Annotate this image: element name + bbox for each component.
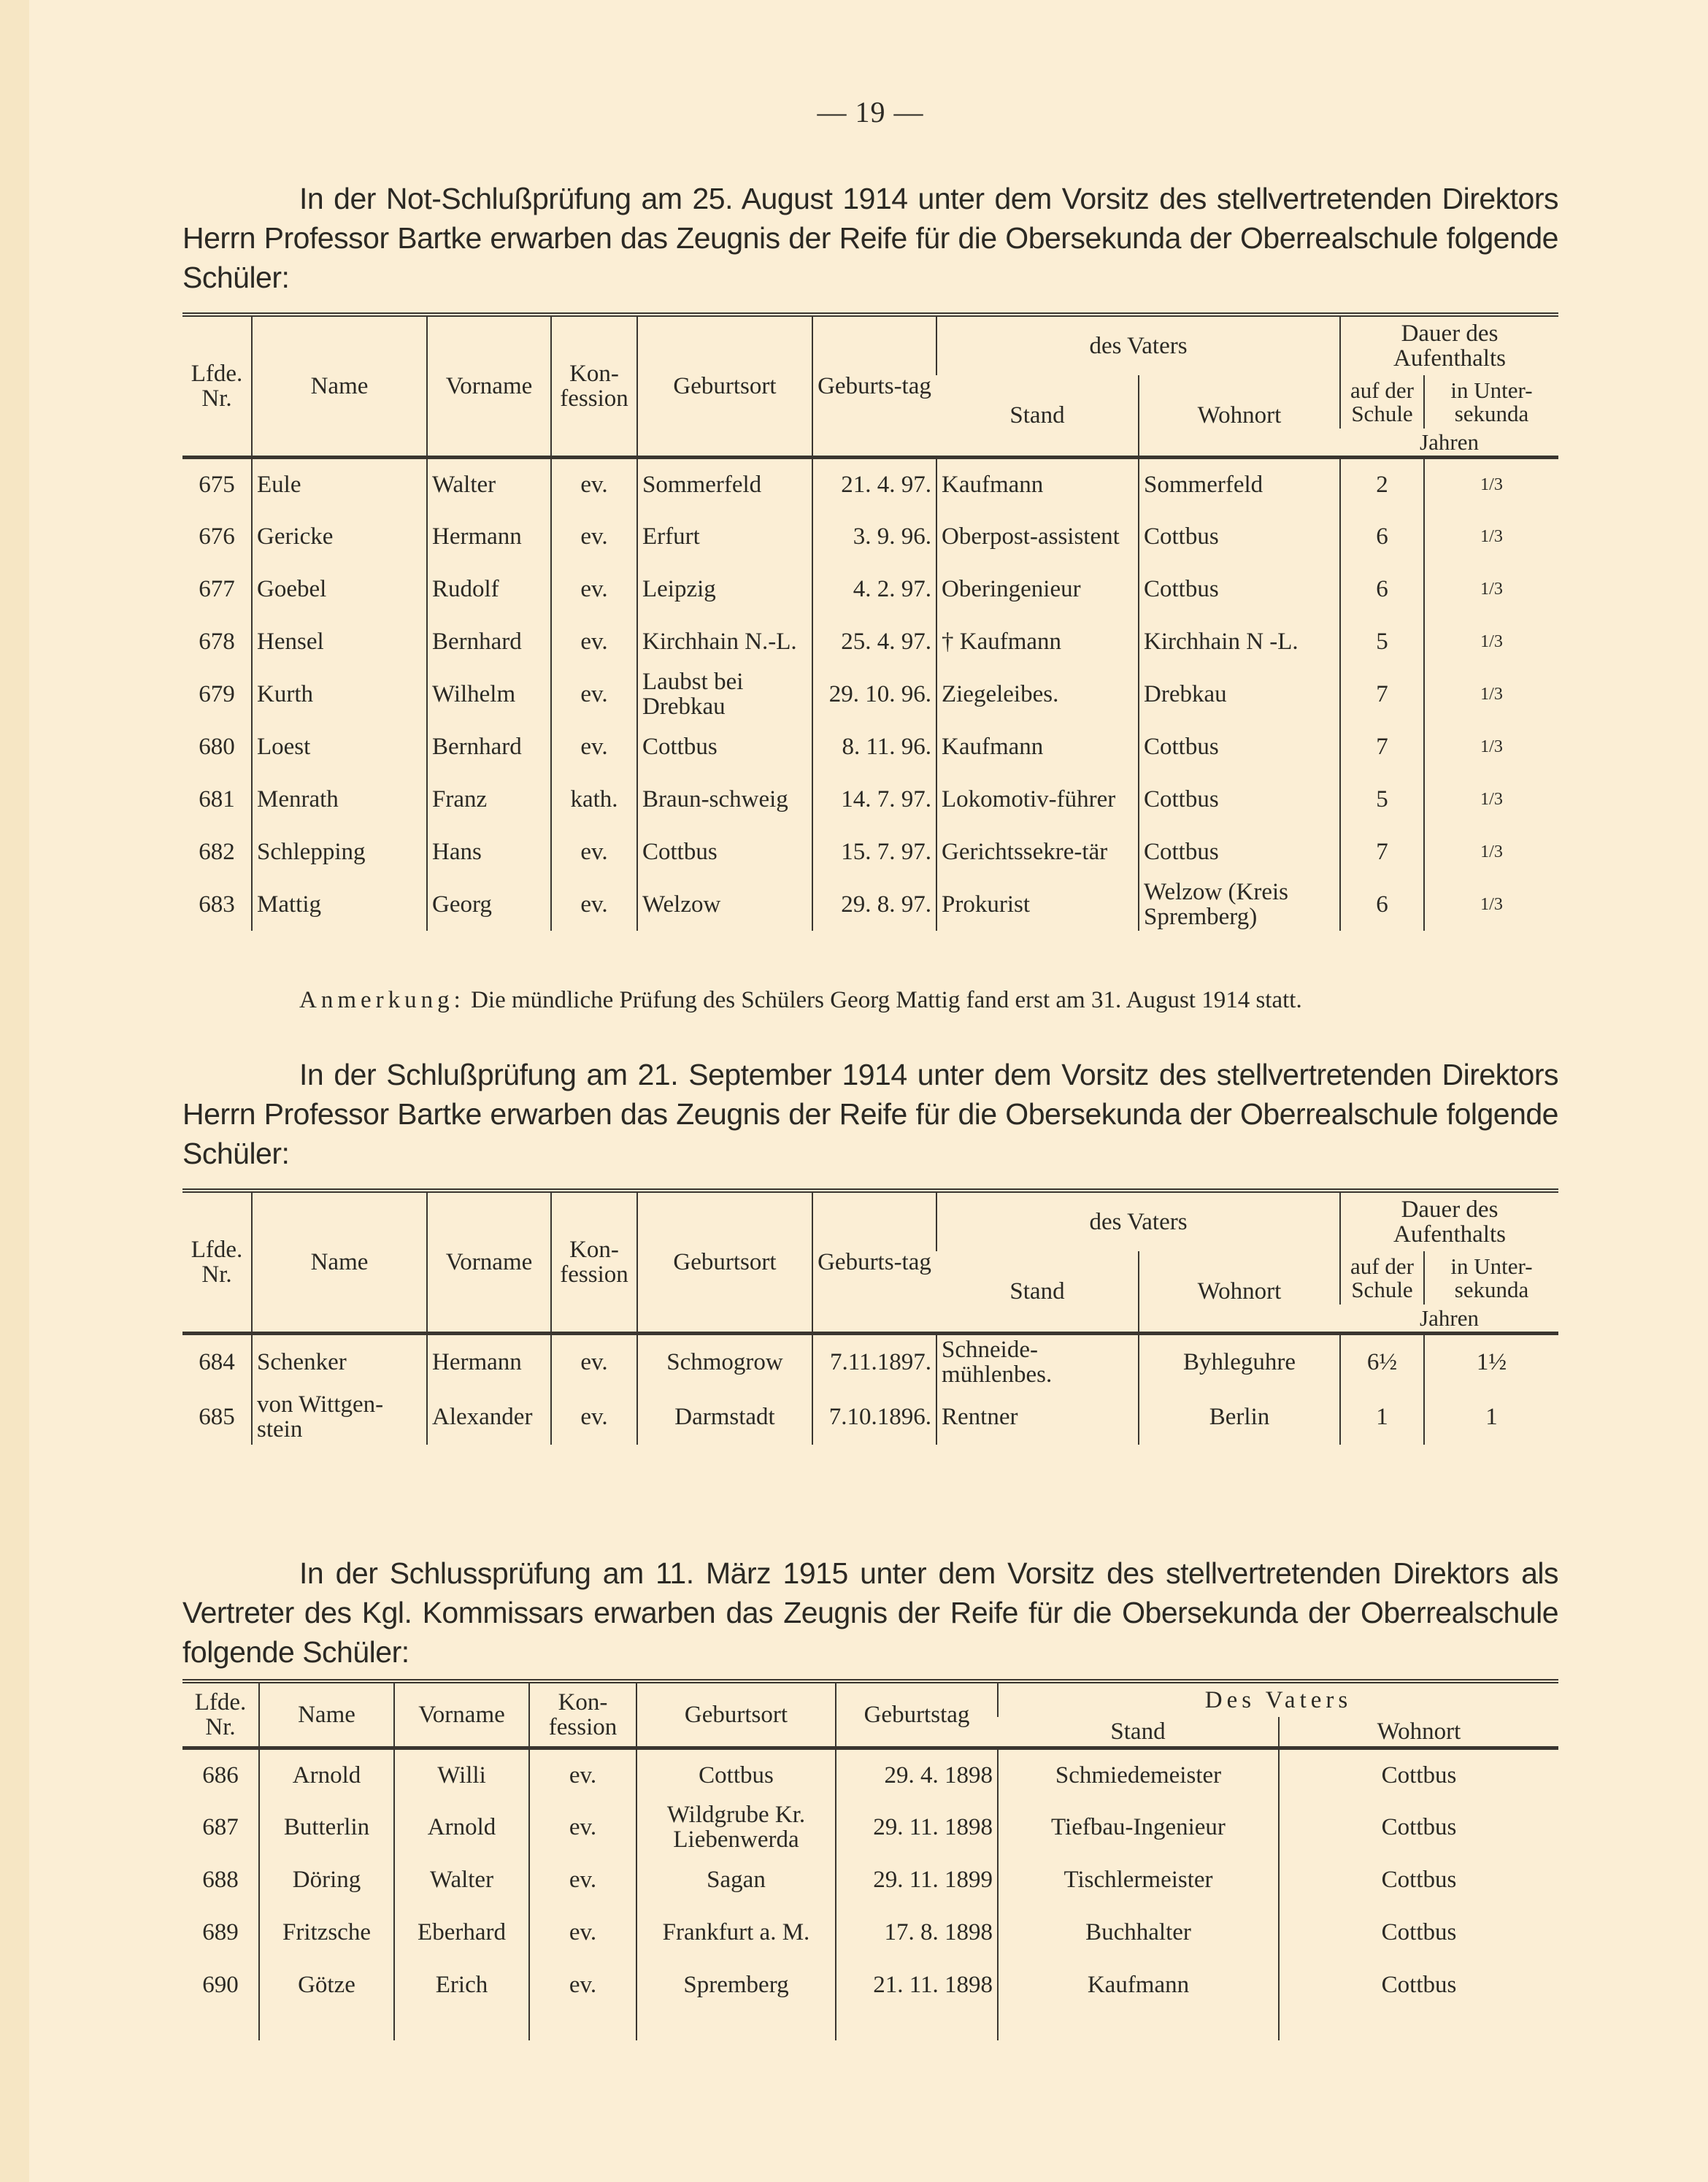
cell-geburtsort: Welzow — [637, 878, 812, 931]
cell-stand: † Kaufmann — [936, 615, 1139, 668]
note-text: Die mündliche Prüfung des Schülers Georg Mattig fand erst am 31. August 1914 statt. — [471, 987, 1302, 1013]
cell-stand: Buchhalter — [998, 1906, 1279, 1959]
cell-wohnort: Cottbus — [1139, 510, 1340, 563]
col-konfession: Kon-fession — [551, 1191, 637, 1334]
col-wohnort: Wohnort — [1139, 1251, 1340, 1334]
cell-schule: 6 — [1340, 563, 1424, 615]
table-row — [182, 1853, 1558, 1906]
cell-nr: 687 — [202, 1813, 239, 1840]
cell-nr: 686 — [202, 1762, 239, 1789]
col-geburtsort: Geburtsort — [637, 1191, 812, 1334]
col-geburtsort: Geburtsort — [637, 315, 812, 458]
cell-name: Eule — [252, 458, 427, 510]
section1-table — [182, 312, 1558, 931]
cell-vorname: Franz — [427, 773, 551, 826]
cell-konfession: ev. — [551, 721, 637, 773]
col-name: Name — [252, 1191, 427, 1334]
cell-schule: 2 — [1340, 458, 1424, 510]
cell-name: Menrath — [252, 773, 427, 826]
cell-stand: Ziegeleibes. — [936, 668, 1139, 721]
cell-vorname: Hermann — [427, 1334, 551, 1389]
cell-geburtstag: 15. 7. 97. — [812, 826, 936, 878]
cell-name: Götze — [259, 1959, 394, 2011]
cell-wohnort: Drebkau — [1139, 668, 1340, 721]
cell-konfession: ev. — [551, 1334, 637, 1389]
cell-vorname: Bernhard — [427, 721, 551, 773]
col-konfession: Kon-fession — [551, 315, 637, 458]
cell-konfession: ev. — [551, 563, 637, 615]
cell-geburtstag: 3. 9. 96. — [812, 510, 936, 563]
table-row — [182, 668, 1558, 721]
cell-geburtstag: 7.10.1896. — [812, 1389, 936, 1445]
cell-geburtsort: Cottbus — [637, 721, 812, 773]
cell-nr: 688 — [202, 1866, 239, 1893]
cell-geburtstag: 21. 4. 97. — [812, 458, 936, 510]
cell-konfession: ev. — [529, 1801, 636, 1853]
cell-konfession: ev. — [551, 510, 637, 563]
cell-nr: 675 — [199, 471, 235, 498]
col-vorname: Vorname — [427, 315, 551, 458]
cell-name: Hensel — [252, 615, 427, 668]
cell-geburtstag: 29. 11. 1898 — [836, 1801, 998, 1853]
cell-geburtstag: 29. 10. 96. — [812, 668, 936, 721]
cell-geburtstag: 25. 4. 97. — [812, 615, 936, 668]
cell-geburtsort: Kirchhain N.-L. — [637, 615, 812, 668]
cell-schule: 1 — [1340, 1389, 1424, 1445]
col-geburtsort: Geburtsort — [636, 1681, 836, 1748]
cell-geburtstag: 21. 11. 1898 — [836, 1959, 998, 2011]
cell-name: Mattig — [252, 878, 427, 931]
col-geburtstag: Geburts-tag — [812, 1191, 936, 1334]
cell-stand: Gerichtssekre-tär — [936, 826, 1139, 878]
cell-untersekunda: 1/3 — [1424, 510, 1558, 563]
cell-vorname: Hermann — [427, 510, 551, 563]
cell-name: Arnold — [259, 1748, 394, 1801]
table-row — [182, 1389, 1558, 1445]
cell-konfession: ev. — [551, 668, 637, 721]
col-konfession: Kon-fession — [529, 1681, 636, 1748]
section1-intro-text: In der Not-Schlußprüfung am 25. August 1914 unter dem Vorsitz des stellvertretenden Direktors Herrn Professor Bartke erwarben das Zeugnis der Reife für die Obersekunda der Oberrealschule folgende Schüler: — [182, 182, 1558, 294]
cell-nr: 690 — [202, 1971, 239, 1998]
table-row — [182, 773, 1558, 826]
table-row — [182, 1959, 1558, 2011]
col-jahren: Jahren — [1340, 429, 1558, 457]
cell-konfession: ev. — [551, 615, 637, 668]
cell-vorname: Eberhard — [394, 1906, 529, 1959]
section3-intro — [182, 1553, 1558, 1672]
table-row — [182, 721, 1558, 773]
table-row — [182, 563, 1558, 615]
cell-konfession: ev. — [551, 826, 637, 878]
table-row-spacer — [182, 2011, 1558, 2040]
col-untersekunda: in Unter-sekunda — [1424, 1251, 1558, 1305]
col-untersekunda: in Unter-sekunda — [1424, 375, 1558, 429]
cell-nr: 683 — [199, 891, 235, 918]
table-row — [182, 458, 1558, 510]
cell-vorname: Walter — [394, 1853, 529, 1906]
cell-konfession: ev. — [529, 1748, 636, 1801]
cell-untersekunda: 1/3 — [1424, 458, 1558, 510]
cell-geburtsort: Cottbus — [636, 1748, 836, 1801]
cell-nr: 677 — [199, 575, 235, 602]
cell-wohnort: Byhleguhre — [1139, 1334, 1340, 1389]
cell-schule: 7 — [1340, 826, 1424, 878]
cell-nr: 678 — [199, 628, 235, 655]
col-name: Name — [259, 1681, 394, 1748]
cell-geburtstag: 14. 7. 97. — [812, 773, 936, 826]
cell-konfession: ev. — [529, 1906, 636, 1959]
col-group-vater: des Vaters — [936, 1191, 1340, 1251]
cell-name: Schenker — [252, 1334, 427, 1389]
cell-stand: Tischlermeister — [998, 1853, 1279, 1906]
col-stand: Stand — [936, 1251, 1139, 1334]
section3-intro-text: In der Schlussprüfung am 11. März 1915 unter dem Vorsitz des stellvertretenden Direktors als Vertreter des Kgl. Kommissars erwarben das Zeugnis der Reife für die Obersekunda der Oberrealschule folgende Schüler: — [182, 1556, 1558, 1669]
cell-nr: 685 — [199, 1403, 235, 1430]
cell-geburtsort: Laubst bei Drebkau — [637, 668, 812, 721]
table-row — [182, 1748, 1558, 1801]
cell-schule: 7 — [1340, 721, 1424, 773]
col-stand: Stand — [936, 375, 1139, 458]
cell-wohnort: Cottbus — [1139, 773, 1340, 826]
col-geburtstag: Geburts-tag — [812, 315, 936, 458]
cell-vorname: Arnold — [394, 1801, 529, 1853]
section2-intro-text: In der Schlußprüfung am 21. September 1914 unter dem Vorsitz des stellvertretenden Direktors Herrn Professor Bartke erwarben das Zeugnis der Reife für die Obersekunda der Oberrealschule folgende Schüler: — [182, 1058, 1558, 1170]
cell-geburtstag: 4. 2. 97. — [812, 563, 936, 615]
table-row — [182, 510, 1558, 563]
cell-untersekunda: 1/3 — [1424, 826, 1558, 878]
cell-schule: 5 — [1340, 773, 1424, 826]
cell-stand: Schmiedemeister — [998, 1748, 1279, 1801]
cell-stand: Kaufmann — [998, 1959, 1279, 2011]
cell-geburtstag: 29. 4. 1898 — [836, 1748, 998, 1801]
table-row — [182, 615, 1558, 668]
table-row — [182, 1801, 1558, 1853]
cell-wohnort: Cottbus — [1139, 721, 1340, 773]
cell-wohnort: Cottbus — [1279, 1853, 1558, 1906]
col-group-vater: des Vaters — [936, 315, 1340, 375]
cell-wohnort: Sommerfeld — [1139, 458, 1340, 510]
section2-intro — [182, 1055, 1558, 1173]
col-nr: Lfde. Nr. — [182, 1191, 252, 1334]
cell-geburtsort: Braun-schweig — [637, 773, 812, 826]
cell-geburtstag: 8. 11. 96. — [812, 721, 936, 773]
col-stand: Stand — [998, 1717, 1279, 1748]
cell-name: Gericke — [252, 510, 427, 563]
note-label: Anmerkung: — [299, 987, 465, 1013]
cell-konfession: ev. — [529, 1959, 636, 2011]
cell-untersekunda: 1/3 — [1424, 668, 1558, 721]
cell-stand: Schneide-mühlenbes. — [936, 1334, 1139, 1389]
cell-schule: 5 — [1340, 615, 1424, 668]
cell-wohnort: Welzow (Kreis Spremberg) — [1139, 878, 1340, 931]
col-nr: Lfde. Nr. — [182, 1681, 259, 1748]
section1-intro — [182, 179, 1558, 297]
cell-konfession: ev. — [551, 1389, 637, 1445]
cell-untersekunda: 1/3 — [1424, 773, 1558, 826]
cell-konfession: ev. — [551, 878, 637, 931]
col-wohnort: Wohnort — [1139, 375, 1340, 458]
cell-schule: 7 — [1340, 668, 1424, 721]
col-name: Name — [252, 315, 427, 458]
section1-note — [299, 987, 1302, 1014]
cell-schule: 6 — [1340, 878, 1424, 931]
cell-geburtsort: Erfurt — [637, 510, 812, 563]
cell-nr: 681 — [199, 785, 235, 813]
cell-name: Butterlin — [259, 1801, 394, 1853]
cell-stand: Prokurist — [936, 878, 1139, 931]
cell-schule: 6½ — [1340, 1334, 1424, 1389]
cell-untersekunda: 1/3 — [1424, 563, 1558, 615]
cell-wohnort: Cottbus — [1279, 1959, 1558, 2011]
cell-vorname: Rudolf — [427, 563, 551, 615]
col-schule: auf der Schule — [1340, 1251, 1424, 1305]
cell-name: Schlepping — [252, 826, 427, 878]
table-row — [182, 826, 1558, 878]
cell-nr: 682 — [199, 838, 235, 865]
cell-geburtsort: Cottbus — [637, 826, 812, 878]
cell-geburtsort: Spremberg — [636, 1959, 836, 2011]
cell-geburtsort: Sagan — [636, 1853, 836, 1906]
col-group-dauer: Dauer des Aufenthalts — [1340, 315, 1558, 375]
cell-vorname: Alexander — [427, 1389, 551, 1445]
cell-stand: Kaufmann — [936, 721, 1139, 773]
page-number: — 19 — — [817, 96, 924, 128]
cell-geburtsort: Sommerfeld — [637, 458, 812, 510]
cell-geburtstag: 29. 8. 97. — [812, 878, 936, 931]
cell-vorname: Willi — [394, 1748, 529, 1801]
section2-table — [182, 1188, 1558, 1445]
cell-nr: 689 — [202, 1918, 239, 1945]
cell-konfession: kath. — [551, 773, 637, 826]
cell-geburtsort: Leipzig — [637, 563, 812, 615]
cell-nr: 679 — [199, 680, 235, 707]
cell-wohnort: Cottbus — [1279, 1748, 1558, 1801]
cell-stand: Oberpost-assistent — [936, 510, 1139, 563]
cell-name: Döring — [259, 1853, 394, 1906]
cell-wohnort: Berlin — [1139, 1389, 1340, 1445]
cell-name: von Wittgen-stein — [252, 1389, 427, 1445]
cell-schule: 6 — [1340, 510, 1424, 563]
cell-untersekunda: 1 — [1424, 1389, 1558, 1445]
cell-stand: Tiefbau-Ingenieur — [998, 1801, 1279, 1853]
table-row — [182, 1334, 1558, 1389]
cell-wohnort: Cottbus — [1279, 1801, 1558, 1853]
cell-geburtsort: Darmstadt — [637, 1389, 812, 1445]
cell-stand: Rentner — [936, 1389, 1139, 1445]
cell-konfession: ev. — [551, 458, 637, 510]
cell-geburtsort: Frankfurt a. M. — [636, 1906, 836, 1959]
cell-nr: 680 — [199, 733, 235, 760]
cell-name: Kurth — [252, 668, 427, 721]
cell-vorname: Georg — [427, 878, 551, 931]
col-nr: Lfde. Nr. — [182, 315, 252, 458]
cell-geburtsort: Schmogrow — [637, 1334, 812, 1389]
section3-table — [182, 1679, 1558, 2040]
cell-nr: 684 — [199, 1348, 235, 1375]
cell-stand: Lokomotiv-führer — [936, 773, 1139, 826]
cell-geburtstag: 7.11.1897. — [812, 1334, 936, 1389]
cell-geburtstag: 17. 8. 1898 — [836, 1906, 998, 1959]
cell-vorname: Walter — [427, 458, 551, 510]
cell-vorname: Hans — [427, 826, 551, 878]
table-row — [182, 878, 1558, 931]
col-schule: auf der Schule — [1340, 375, 1424, 429]
cell-untersekunda: 1/3 — [1424, 878, 1558, 931]
cell-wohnort: Cottbus — [1279, 1906, 1558, 1959]
cell-wohnort: Cottbus — [1139, 826, 1340, 878]
cell-name: Loest — [252, 721, 427, 773]
cell-stand: Oberingenieur — [936, 563, 1139, 615]
cell-untersekunda: 1/3 — [1424, 615, 1558, 668]
col-group-vater: Des Vaters — [998, 1681, 1558, 1717]
cell-name: Fritzsche — [259, 1906, 394, 1959]
cell-konfession: ev. — [529, 1853, 636, 1906]
col-geburtstag: Geburtstag — [836, 1681, 998, 1748]
col-wohnort: Wohnort — [1279, 1717, 1558, 1748]
col-vorname: Vorname — [427, 1191, 551, 1334]
cell-untersekunda: 1/3 — [1424, 721, 1558, 773]
cell-geburtstag: 29. 11. 1899 — [836, 1853, 998, 1906]
cell-vorname: Erich — [394, 1959, 529, 2011]
cell-nr: 676 — [199, 523, 235, 550]
cell-wohnort: Kirchhain N -L. — [1139, 615, 1340, 668]
cell-vorname: Bernhard — [427, 615, 551, 668]
cell-geburtsort: Wildgrube Kr. Liebenwerda — [636, 1801, 836, 1853]
cell-vorname: Wilhelm — [427, 668, 551, 721]
cell-untersekunda: 1½ — [1424, 1334, 1558, 1389]
cell-stand: Kaufmann — [936, 458, 1139, 510]
cell-wohnort: Cottbus — [1139, 563, 1340, 615]
col-group-dauer: Dauer des Aufenthalts — [1340, 1191, 1558, 1251]
table-row — [182, 1906, 1558, 1959]
cell-name: Goebel — [252, 563, 427, 615]
col-vorname: Vorname — [394, 1681, 529, 1748]
col-jahren: Jahren — [1340, 1305, 1558, 1333]
